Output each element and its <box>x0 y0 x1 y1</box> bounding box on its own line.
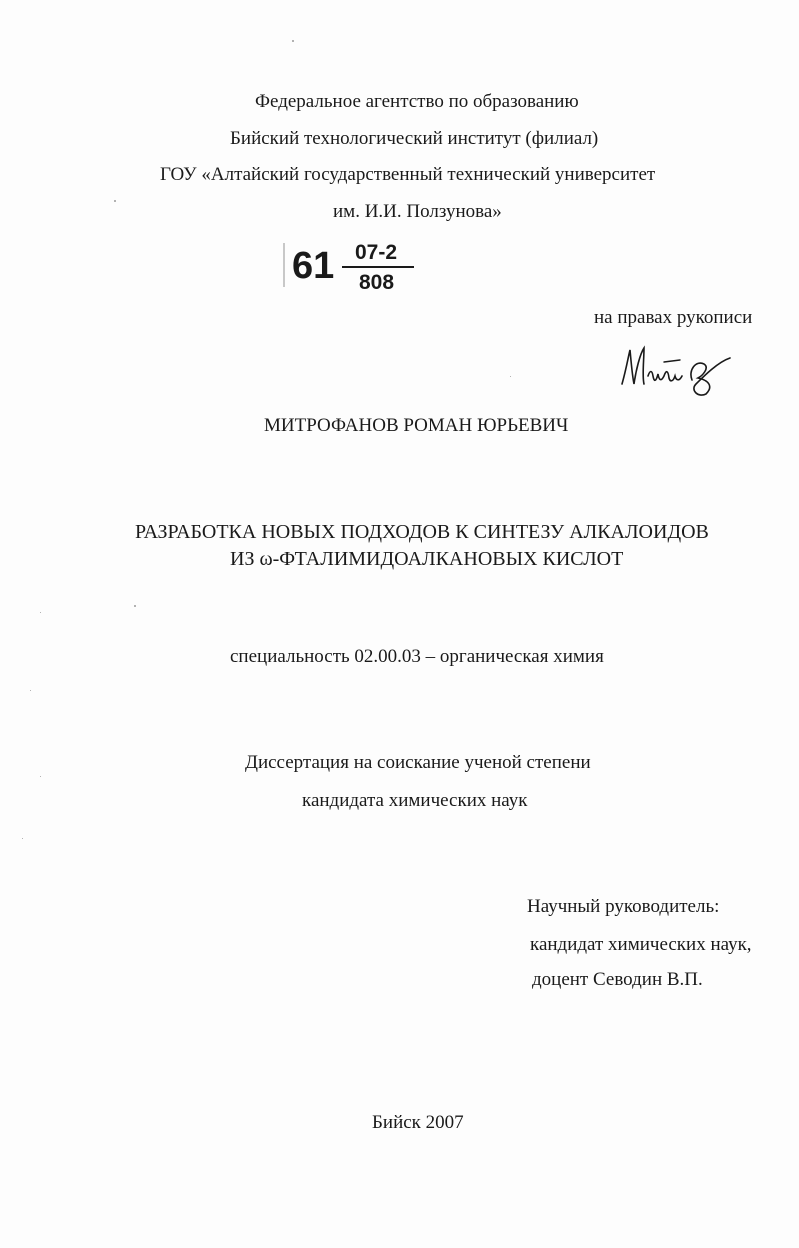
author-name: МИТРОФАНОВ РОМАН ЮРЬЕВИЧ <box>264 415 569 436</box>
scan-speck <box>40 612 41 613</box>
scan-speck <box>22 838 23 839</box>
university-name: ГОУ «Алтайский государственный технический университет <box>160 164 656 185</box>
library-code <box>292 242 422 294</box>
scan-speck <box>40 776 41 777</box>
library-code-fraction-bar <box>342 266 414 268</box>
scan-speck <box>30 690 31 691</box>
institute-name: Бийский технологический институт (филиал) <box>230 128 599 149</box>
specialty: специальность 02.00.03 – органическая химия <box>230 646 604 667</box>
library-code-main: 61 <box>292 245 335 287</box>
rights-note: на правах рукописи <box>594 307 753 328</box>
stamp-edge <box>283 243 285 287</box>
scan-speck <box>510 376 511 377</box>
supervisor-name: доцент Севодин В.П. <box>532 969 703 990</box>
scan-speck <box>114 200 116 202</box>
place-and-year: Бийск 2007 <box>372 1112 464 1133</box>
supervisor-label: Научный руководитель: <box>527 896 720 917</box>
thesis-title-line-1: РАЗРАБОТКА НОВЫХ ПОДХОДОВ К СИНТЕЗУ АЛКАЛОИДОВ <box>135 521 709 543</box>
library-code-numerator: 07-2 <box>355 241 398 264</box>
dissertation-line-1: Диссертация на соискание ученой степени <box>245 752 591 773</box>
agency-name: Федеральное агентство по образованию <box>255 91 579 112</box>
university-named-after: им. И.И. Ползунова» <box>333 201 502 222</box>
supervisor-degree: кандидат химических наук, <box>530 934 752 955</box>
scan-speck <box>134 605 136 607</box>
dissertation-line-2: кандидата химических наук <box>302 790 528 811</box>
library-code-denominator: 808 <box>359 271 395 294</box>
handwritten-signature-icon <box>618 340 738 400</box>
scan-speck <box>292 40 294 42</box>
thesis-title-line-2: ИЗ ω-ФТАЛИМИДОАЛКАНОВЫХ КИСЛОТ <box>230 548 624 570</box>
